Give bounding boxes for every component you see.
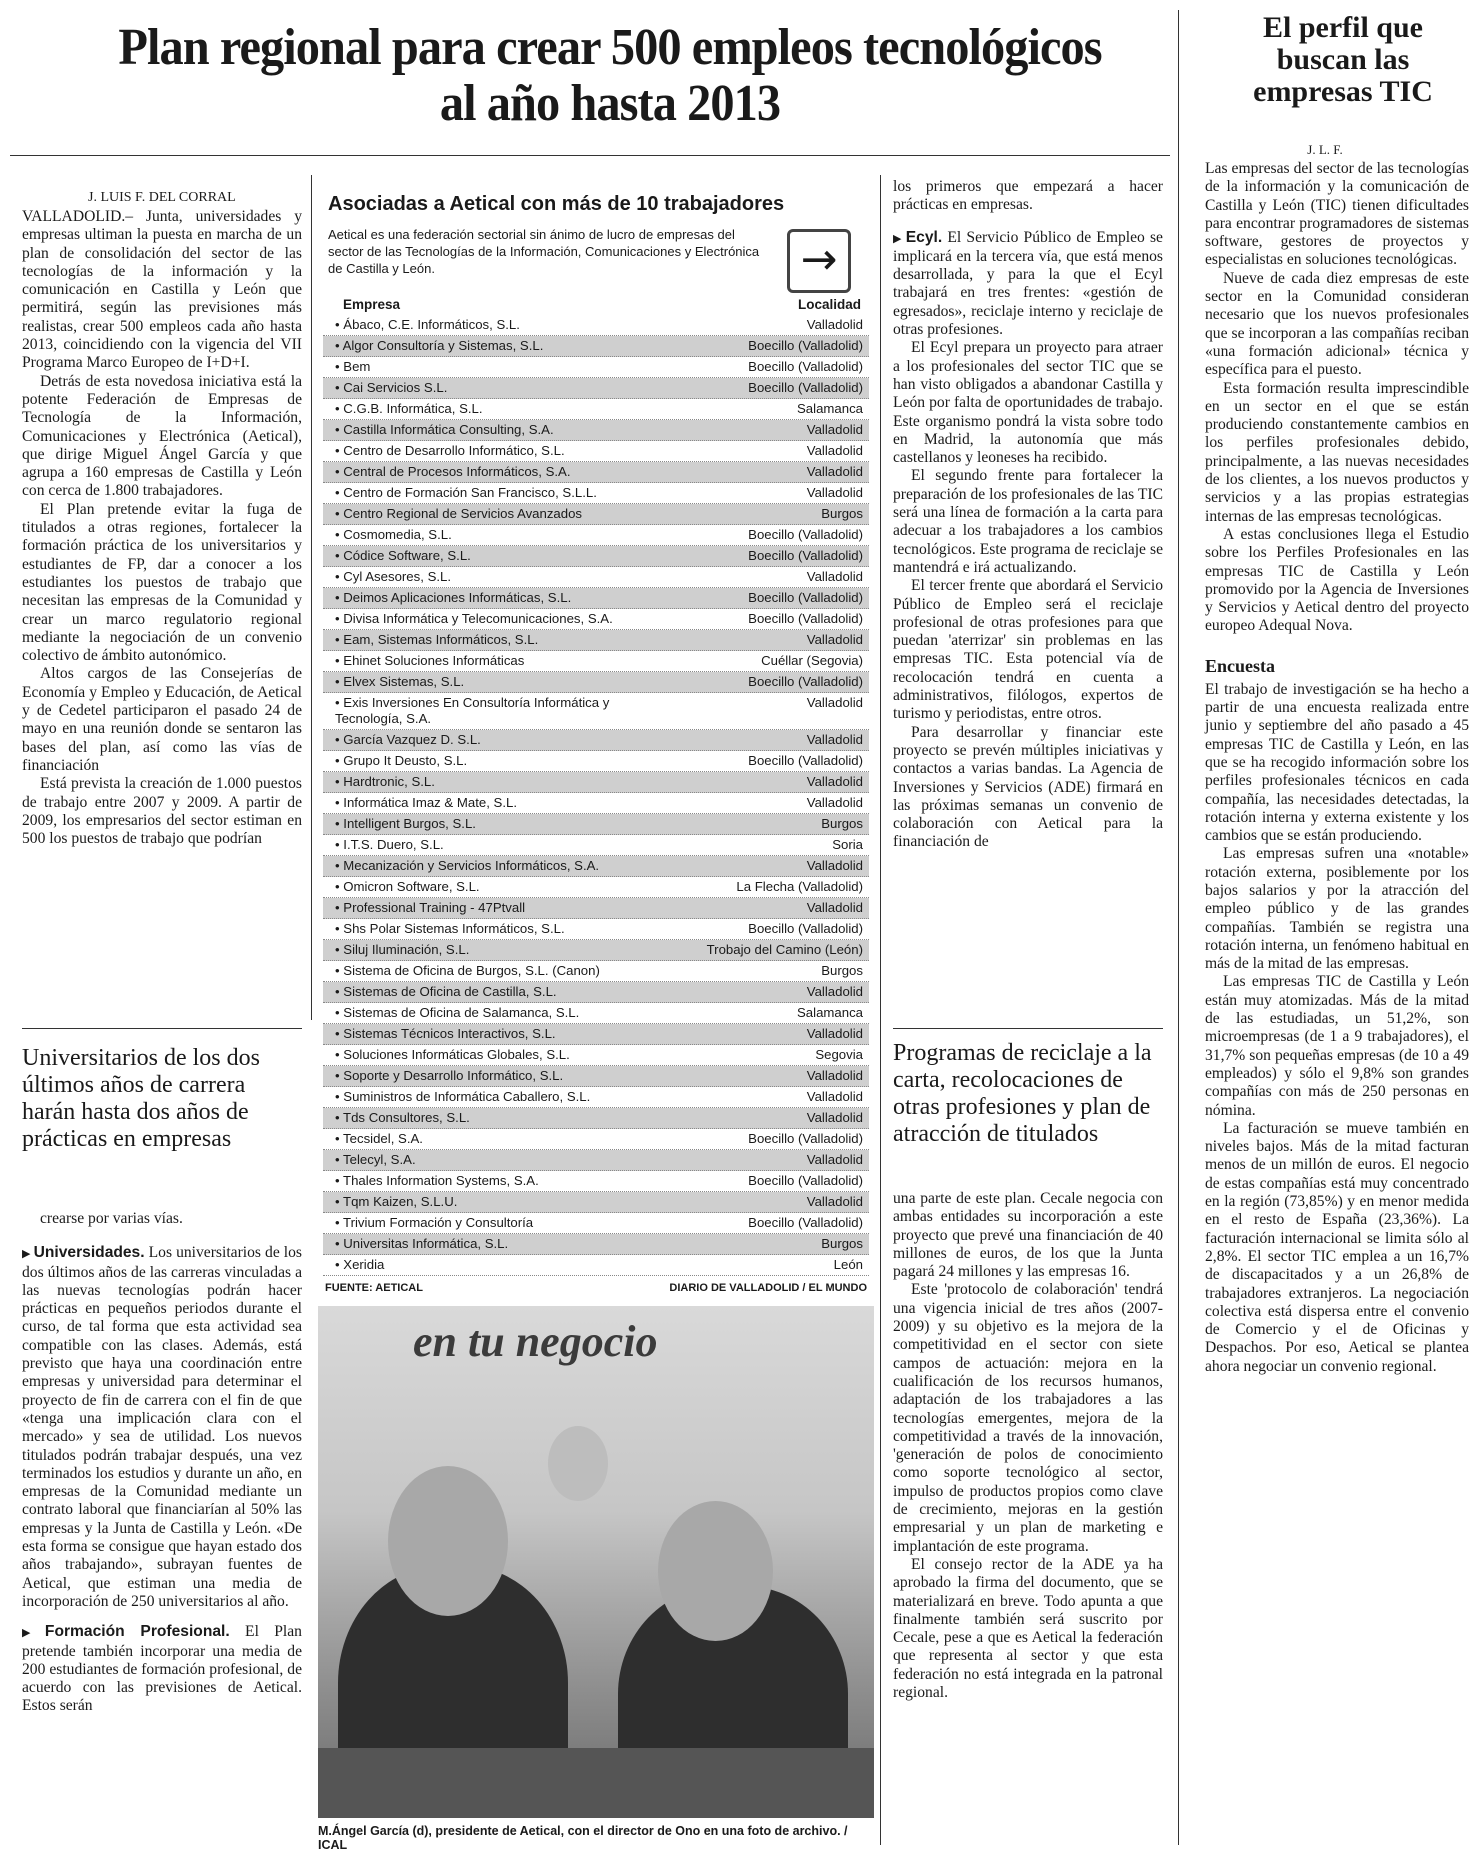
- company-location: Burgos: [821, 816, 863, 831]
- table-row: [323, 1087, 869, 1108]
- company-name: • Omicron Software, S.L.: [335, 879, 675, 895]
- company-name: • C.G.B. Informática, S.L.: [335, 401, 675, 417]
- paragraph-text: El Servicio Público de Empleo se implicará en la tercera vía, que está menos desarrollada, y para la que el Ecyl trabajará en tres frentes: «gestión de egresados», reciclaje interno y reciclaje de otras profesiones.: [893, 228, 1163, 339]
- sidebar-headline: El perfil que buscan las empresas TIC: [1253, 11, 1433, 108]
- table-row: [323, 567, 869, 588]
- table-description: Aetical es una federación sectorial sin ánimo de lucro de empresas del sector de las Tecnologías de la Información, Comunicaciones y Electrónica de Castilla y León.: [328, 227, 760, 276]
- table-row: [323, 1024, 869, 1045]
- article-column-1: [22, 208, 302, 848]
- sidebar-byline: J. L. F.: [1307, 142, 1343, 157]
- table-row: [323, 609, 869, 630]
- table-row: [323, 1003, 869, 1024]
- table-body: [323, 315, 869, 1276]
- company-location: Boecillo (Valladolid): [748, 674, 863, 689]
- table-row: [323, 1213, 869, 1234]
- company-location: Salamanca: [797, 1005, 863, 1020]
- subhead-rule: [893, 1028, 1163, 1029]
- company-name: • Sistemas de Oficina de Castilla, S.L.: [335, 984, 675, 1000]
- paragraph: Detrás de esta novedosa iniciativa está la potente Federación de Empresas de Tecnología de la Información, Comunicaciones y Electrónica (Aetical), que dirige Miguel Ángel García y que agrupa a 160 empresas de Castilla y León con cerca de 1.800 trabajadores.: [22, 372, 302, 500]
- company-name: • Trivium Formación y Consultoría: [335, 1215, 675, 1231]
- table-row: [323, 919, 869, 940]
- byline-text: J. LUIS F. DEL CORRAL: [88, 190, 236, 205]
- table-row: [323, 399, 869, 420]
- company-name: • Grupo It Deusto, S.L.: [335, 753, 675, 769]
- company-name: • Shs Polar Sistemas Informáticos, S.L.: [335, 921, 675, 937]
- photo-caption: M.Ángel García (d), presidente de Aetical, con el director de Ono en una foto de archivo. / ICAL: [318, 1824, 848, 1852]
- company-location: Boecillo (Valladolid): [748, 1215, 863, 1230]
- company-location: Valladolid: [806, 485, 863, 500]
- company-location: Valladolid: [806, 317, 863, 332]
- company-name: • Suministros de Informática Caballero, S.L.: [335, 1089, 675, 1105]
- company-location: Valladolid: [806, 858, 863, 873]
- company-location: Valladolid: [806, 774, 863, 789]
- sidebar-subhead: Encuesta: [1205, 655, 1276, 676]
- paragraph: El Ecyl prepara un proyecto para atraer a los profesionales del sector TIC que se han visto obligados a abandonar Castilla y León por falta de oportunidades de trabajo. Este organismo pondrá la vista sobre todo en Madrid, la autonomía que más castellanos y leoneses ha recibido.: [893, 339, 1163, 467]
- table-row: [323, 793, 869, 814]
- company-name: • Hardtronic, S.L.: [335, 774, 675, 790]
- company-name: • Sistemas de Oficina de Salamanca, S.L.: [335, 1005, 675, 1021]
- table-row: [323, 772, 869, 793]
- company-name: • Exis Inversiones En Consultoría Informática y Tecnología, S.A.: [335, 695, 675, 727]
- article-column-3b: [893, 1190, 1163, 1702]
- company-location: Burgos: [821, 963, 863, 978]
- company-name: • Ehinet Soluciones Informáticas: [335, 653, 675, 669]
- paragraph: El segundo frente para fortalecer la preparación de los profesionales de las TIC será una línea de formación a la carta para adecuar a los trabajadores a los cambios tecnológicos. Este programa de reciclaje se mantendrá e irá actualizando.: [893, 467, 1163, 576]
- table-row: [323, 982, 869, 1003]
- paragraph: El Plan pretende evitar la fuga de titulados a otras regiones, fortalecer la formación práctica de los universitarios y estudiantes de FP, dar a conocer a los estudiantes los puestos de trabajo que necesitan las empresas de la Comunidad y crear un marco regulatorio regional mediante la negociación de un convenio colectivo de ámbito autonómico.: [22, 500, 302, 665]
- company-location: Boecillo (Valladolid): [748, 921, 863, 936]
- company-name: • Central de Procesos Informáticos, S.A.: [335, 464, 675, 480]
- company-name: • Divisa Informática y Telecomunicaciones, S.A.: [335, 611, 675, 627]
- company-name: • Centro de Formación San Francisco, S.L.L.: [335, 485, 675, 501]
- table-row: [323, 1108, 869, 1129]
- table-row: [323, 1045, 869, 1066]
- table-row: [323, 315, 869, 336]
- company-name: • Universitas Informática, S.L.: [335, 1236, 675, 1252]
- article-photo: [318, 1306, 874, 1818]
- company-name: • Tqm Kaizen, S.L.U.: [335, 1194, 675, 1210]
- company-name: • Tecsidel, S.A.: [335, 1131, 675, 1147]
- headline-rule: [10, 155, 1170, 156]
- company-location: Boecillo (Valladolid): [748, 527, 863, 542]
- paragraph: Nueve de cada diez empresas de este sector en la Comunidad consideran necesario que los nuevos profesionales que se incorporan a las compañías reciban «una formación adicional» técnica y específica para el puesto.: [1205, 269, 1469, 379]
- table-source: FUENTE: AETICAL: [325, 1282, 423, 1294]
- company-location: Valladolid: [806, 984, 863, 999]
- company-location: Boecillo (Valladolid): [748, 590, 863, 605]
- triangle-icon: ▶: [22, 1248, 31, 1261]
- company-name: • Cosmomedia, S.L.: [335, 527, 675, 543]
- company-name: • Deimos Aplicaciones Informáticas, S.L.: [335, 590, 675, 606]
- main-headline: Plan regional para crear 500 empleos tecnológicos al año hasta 2013: [118, 19, 1102, 132]
- company-name: • Soluciones Informáticas Globales, S.L.: [335, 1047, 675, 1063]
- table-row: [323, 898, 869, 919]
- company-location: Boecillo (Valladolid): [748, 359, 863, 374]
- company-location: Boecillo (Valladolid): [748, 611, 863, 626]
- column-header-localidad: Localidad: [797, 297, 861, 312]
- companies-table: [323, 193, 869, 1294]
- company-location: Soria: [832, 837, 863, 852]
- paragraph: A estas conclusiones llega el Estudio sobre los Perfiles Profesionales en las empresas TIC de Castilla y León promovido por la Agencia de Inversiones y Servicios y Aetical dentro del proyecto europeo Adequal Nova.: [1205, 525, 1469, 635]
- paragraph: El trabajo de investigación se ha hecho a partir de una encuesta realizada entre junio y septiembre del año pasado a 45 empresas TIC de Castilla y León, en las que se ha recogido información sobre los perfiles profesionales técnicos en cada compañía, las necesidades detectadas, la rotación interna y externa existente y los cambios que se están produciendo.: [1205, 680, 1469, 845]
- paragraph: La facturación se mueve también en niveles bajos. Más de la mitad facturan menos de un millón de euros. El negocio de estas compañías está muy concentrado en la región (73,85%) y en menor medida en el resto de España (23,36%). La facturación internacional se limita sólo al 2,8%. El sector TIC emplea a un 16,7% de discapacitados y a un 26,8% de trabajadores extranjeros. La negociación colectiva está dispersa entre el convenio de Comercio y el de Oficinas y Despachos. Por eso, Aetical se plantea ahora negociar un convenio regional.: [1205, 1119, 1469, 1375]
- company-location: Boecillo (Valladolid): [748, 338, 863, 353]
- lead-in: Formación Profesional.: [44, 1623, 230, 1641]
- paragraph: Para desarrollar y financiar este proyecto se prevén múltiples iniciativas y contactos a varias bandas. La Agencia de Inversiones y Servicios (ADE) firmará en las próximas semanas un convenio de colaboración con Aetical para la financiación de: [893, 723, 1163, 851]
- table-row: [323, 630, 869, 651]
- company-name: • Xeridia: [335, 1257, 675, 1273]
- person-right-face: [658, 1501, 773, 1641]
- company-location: Boecillo (Valladolid): [748, 548, 863, 563]
- subhead-rule: [22, 1028, 302, 1029]
- table-row: [323, 1129, 869, 1150]
- paragraph: Las empresas sufren una «notable» rotación externa, posiblemente por los bajos salarios y por la atracción del empleo público y de las grandes compañías. También se registra una rotación interna, un fenómeno habitual en más de la mitad de las empresas.: [1205, 845, 1469, 973]
- table-row: [323, 1150, 869, 1171]
- company-location: Boecillo (Valladolid): [748, 753, 863, 768]
- company-name: • Informática Imaz & Mate, S.L.: [335, 795, 675, 811]
- company-name: • Telecyl, S.A.: [335, 1152, 675, 1168]
- company-name: • Cai Servicios S.L.: [335, 380, 675, 396]
- paragraph: Este 'protocolo de colaboración' tendrá una vigencia inicial de tres años (2007-2009) y su objetivo es la mejora de la competitividad en el sector con siete campos de actuación: mejora en la cualificación de los recursos humanos, adaptación de los trabajadores a las tecnologías emergentes, mejora de la competitividad a través de la innovación, 'generación de polos de conocimiento como soporte tecnológico al sector, impulso de productos propios como clave de crecimiento, mejoras en la gestión empresarial y un plan de marketing e implantación de este programa.: [893, 1281, 1163, 1555]
- company-name: • Professional Training - 47Ptvall: [335, 900, 675, 916]
- company-name: • Cyl Asesores, S.L.: [335, 569, 675, 585]
- table-row: [323, 378, 869, 399]
- company-location: Valladolid: [806, 1026, 863, 1041]
- company-name: • Bem: [335, 359, 675, 375]
- company-location: Valladolid: [806, 1194, 863, 1209]
- table-row: [323, 546, 869, 567]
- company-location: Salamanca: [797, 401, 863, 416]
- arrow-logo-icon: →: [787, 229, 851, 293]
- table-row: [323, 1255, 869, 1276]
- company-location: Valladolid: [806, 1110, 863, 1125]
- paragraph: Las empresas TIC de Castilla y León están muy atomizadas. Más de la mitad de las estudiadas, un 51,2%, son microempresas (de 1 a 9 trabajadores), el 31,7% son pequeñas empresas (de 10 a 49 empleados) y sólo el 9,8% son grandes compañías con más de 250 personas en nómina.: [1205, 973, 1469, 1119]
- table-row: [323, 1171, 869, 1192]
- table-row: [323, 1234, 869, 1255]
- company-name: • Soporte y Desarrollo Informático, S.L.: [335, 1068, 675, 1084]
- table-row: [323, 693, 869, 730]
- table-row: [323, 961, 869, 982]
- company-location: Trobajo del Camino (León): [706, 942, 863, 957]
- company-location: Boecillo (Valladolid): [748, 380, 863, 395]
- byline: [88, 190, 308, 206]
- table-row: [323, 462, 869, 483]
- sidebar-column: [1205, 160, 1469, 1376]
- table-row: [323, 751, 869, 772]
- company-location: La Flecha (Valladolid): [736, 879, 863, 894]
- company-location: León: [833, 1257, 863, 1272]
- table-title: Asociadas a Aetical con más de 10 trabajadores: [328, 193, 785, 215]
- lead-in: Universidades.: [33, 1244, 145, 1262]
- paragraph: crearse por varias vías.: [40, 1210, 183, 1227]
- table-row: [323, 525, 869, 546]
- company-name: • Algor Consultoría y Sistemas, S.L.: [335, 338, 675, 354]
- company-location: Segovia: [815, 1047, 863, 1062]
- company-name: • Tds Consultores, S.L.: [335, 1110, 675, 1126]
- table-row: [323, 588, 869, 609]
- paragraph: El consejo rector de la ADE ya ha aprobado la firma del documento, que se materializará en breve. Todo apunta a que finalmente también será suscrito por Cecale, pese a que es Aetical la federación que representa al sector y que esta federación no está integrada en la patronal regional.: [893, 1555, 1163, 1702]
- table-row: [323, 1192, 869, 1213]
- table-row: [323, 672, 869, 693]
- paragraph: El tercer frente que abordará el Servicio Público de Empleo será el reciclaje profesional de otras profesiones para que puedan 'aterrizar' sin problemas en las empresas TIC. Esta potencial vía de recolocación tendrá en cuenta a administrativos, filólogos, expertos de turismo y periodistas, entre otros.: [893, 577, 1163, 723]
- table-row: [323, 420, 869, 441]
- company-location: Burgos: [821, 506, 863, 521]
- table-row: [323, 877, 869, 898]
- table-footer: [323, 1282, 869, 1294]
- company-location: Valladolid: [806, 900, 863, 915]
- company-name: • Códice Software, S.L.: [335, 548, 675, 564]
- company-name: • Eam, Sistemas Informáticos, S.L.: [335, 632, 675, 648]
- company-name: • Thales Information Systems, S.A.: [335, 1173, 675, 1189]
- paragraph: una parte de este plan. Cecale negocia con ambas entidades su incorporación a este proyecto que prevé una financiación de 40 millones de euros, de los que la Junta pagará 24 millones y las empresas 16.: [893, 1190, 1163, 1281]
- paragraph: Está prevista la creación de 1.000 puestos de trabajo entre 2007 y 2009. A partir de 2009, los empresarios del sector estiman en 500 los puestos de trabajo que podrían: [22, 775, 302, 848]
- company-location: Valladolid: [806, 569, 863, 584]
- table-row: [323, 483, 869, 504]
- table-row: [323, 730, 869, 751]
- company-location: Boecillo (Valladolid): [748, 1131, 863, 1146]
- company-location: Valladolid: [806, 422, 863, 437]
- column-rule: [311, 175, 312, 1020]
- table-row: [323, 940, 869, 961]
- table-row: [323, 441, 869, 462]
- company-location: Valladolid: [806, 1152, 863, 1167]
- company-location: Valladolid: [806, 632, 863, 647]
- company-location: Valladolid: [806, 695, 863, 710]
- company-name: • Sistema de Oficina de Burgos, S.L. (Canon): [335, 963, 675, 979]
- column-rule: [1178, 10, 1179, 1845]
- table-row: [323, 357, 869, 378]
- table-row: [323, 835, 869, 856]
- paragraph: VALLADOLID.– Junta, universidades y empresas ultiman la puesta en marcha de un plan de consolidación del sector de las tecnologías de la información y la comunicación en Castilla y León que permitirá, según las previsiones más realistas, crear 500 empleos cada año hasta 2013, coincidiendo con la vigencia del VII Programa Marco Europeo de I+D+I.: [22, 208, 302, 372]
- table-row: [323, 856, 869, 877]
- company-name: • Mecanización y Servicios Informáticos, S.A.: [335, 858, 675, 874]
- company-name: • Castilla Informática Consulting, S.A.: [335, 422, 675, 438]
- company-name: • Ábaco, C.E. Informáticos, S.L.: [335, 317, 675, 333]
- subhead-left: Universitarios de los dos últimos años de carrera harán hasta dos años de prácticas en empresas: [22, 1045, 260, 1152]
- triangle-icon: ▶: [893, 232, 903, 245]
- company-name: • Siluj Iluminación, S.L.: [335, 942, 675, 958]
- company-name: • García Vazquez D. S.L.: [335, 732, 675, 748]
- table-row: [323, 504, 869, 525]
- person-left-face: [388, 1466, 508, 1616]
- photo-banner-text: en tu negocio: [413, 1317, 658, 1366]
- article-column-1b: [22, 1210, 302, 1716]
- article-column-3: [893, 178, 1163, 852]
- paragraph: Esta formación resulta imprescindible en un sector en el que se están produciendo constantemente cambios en los perfiles profesionales debido, principalmente, a las nuevas necesidades de los clientes, a los nuevos productos y servicios y a las propias estrategias internas de las empresas tecnológicas.: [1205, 379, 1469, 525]
- table-row: [323, 651, 869, 672]
- paragraph: los primeros que empezará a hacer prácticas en empresas.: [893, 178, 1163, 214]
- paragraph-text: El Plan pretende también incorporar una media de 200 estudiantes de formación profesional, de acuerdo con las previsiones de Aetical. Estos serán: [22, 1623, 302, 1715]
- table-row: [323, 814, 869, 835]
- company-location: Valladolid: [806, 795, 863, 810]
- company-location: Boecillo (Valladolid): [748, 1173, 863, 1188]
- paragraph: [893, 229, 1163, 340]
- table-credit: DIARIO DE VALLADOLID / EL MUNDO: [669, 1282, 867, 1294]
- company-location: Valladolid: [806, 443, 863, 458]
- subhead-middle: Programas de reciclaje a la carta, recolocaciones de otras profesiones y plan de atracción de titulados: [893, 1040, 1152, 1147]
- company-name: • Centro de Desarrollo Informático, S.L.: [335, 443, 675, 459]
- company-name: • Sistemas Técnicos Interactivos, S.L.: [335, 1026, 675, 1042]
- column-rule: [880, 175, 881, 1845]
- company-location: Valladolid: [806, 464, 863, 479]
- company-location: Valladolid: [806, 1068, 863, 1083]
- company-name: • Intelligent Burgos, S.L.: [335, 816, 675, 832]
- paragraph-text: Los universitarios de los dos últimos años de las carreras vinculadas a las nuevas tecnologías podrán hacer prácticas en pequeños periodos durante el curso, de tal forma que esta actividad sea compatible con las clases. Además, está previsto que haya una coordinación entre empresas y universidad para determinar el proyecto de fin de carrera con el fin de que «tenga una implicación clara con el mercado» y sea de utilidad. Los nuevos titulados podrán trabajar después, una vez terminados los estudios y durante un año, en empresas de la Comunidad mediante un contrato laboral que financiarían al 50% las empresas y la Junta de Castilla y León. «De esta forma se consigue que hayan estado dos años trabajando», subrayan fuentes de Aetical, que estiman una media de incorporación de 250 universitarios al año.: [22, 1244, 302, 1610]
- company-location: Valladolid: [806, 1089, 863, 1104]
- company-location: Burgos: [821, 1236, 863, 1251]
- table-row: [323, 1066, 869, 1087]
- paragraph: [22, 1623, 302, 1715]
- table-header: [343, 297, 861, 312]
- company-name: • I.T.S. Duero, S.L.: [335, 837, 675, 853]
- company-name: • Elvex Sistemas, S.L.: [335, 674, 675, 690]
- company-location: Cuéllar (Segovia): [761, 653, 863, 668]
- paragraph: Las empresas del sector de las tecnologías de la información y la comunicación de Castilla y León (TIC) tienen dificultades para encontrar programadores de sistemas software, gestores de proyectos y especialistas en soluciones tecnológicas.: [1205, 160, 1469, 269]
- photo-table: [318, 1748, 874, 1818]
- table-row: [323, 336, 869, 357]
- lead-in: Ecyl.: [905, 228, 943, 246]
- poster-face: [548, 1426, 608, 1501]
- triangle-icon: ▶: [22, 1627, 42, 1640]
- company-name: • Centro Regional de Servicios Avanzados: [335, 506, 675, 522]
- paragraph: Altos cargos de las Consejerías de Economía y Empleo y Educación, de Aetical y de Cedetel participaron el pasado 24 de mayo en una reunión donde se sentaron las bases del plan, así como las vías de financiación: [22, 665, 302, 774]
- paragraph: [22, 1244, 302, 1611]
- company-location: Valladolid: [806, 732, 863, 747]
- column-header-empresa: Empresa: [343, 297, 401, 312]
